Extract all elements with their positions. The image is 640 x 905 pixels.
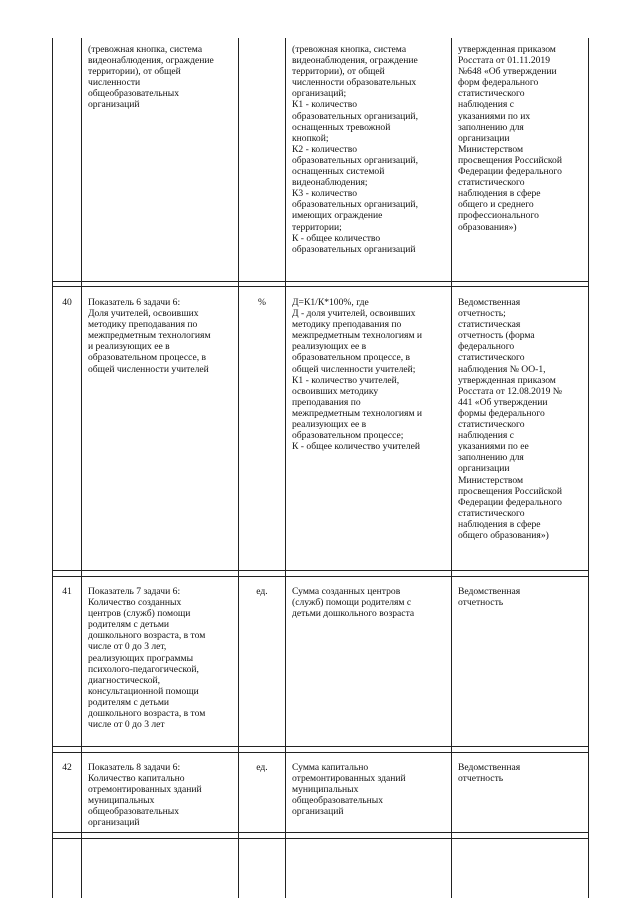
cell-number-40: 40 xyxy=(62,297,72,308)
row-border-3 xyxy=(52,570,588,571)
cell-source-40: Ведомственная отчетность; статистическая отчетность (форма федерального статистического наблюдения № ОО-1, утвержденная приказом Росстата от 12.08.2019 № 441 «Об утверждении формы федерального статистического наблюдения с указаниями по ее заполнению для организации Министерством просвещения Российской Федерации федерального статистического наблюдения в сфере общего образования») xyxy=(458,297,562,541)
row-border-7 xyxy=(52,832,588,833)
cell-source-continued: утвержденная приказом Росстата от 01.11.2019 №648 «Об утверждении форм федерального статистического наблюдения с указаниями по их заполнению для организации Министерством просвещения Российской Федерации федерального статистического наблюдения в сфере общего и среднего профессионального образования») xyxy=(458,44,562,233)
cell-unit-41: ед. xyxy=(256,586,268,597)
cell-method-42: Сумма капитально отремонтированных зданий муниципальных общеобразовательных организаций xyxy=(292,762,406,818)
row-border-6 xyxy=(52,752,588,753)
table-border-right xyxy=(588,38,589,898)
row-border-4 xyxy=(52,576,588,577)
cell-number-42: 42 xyxy=(62,762,72,773)
row-border-2 xyxy=(52,286,588,287)
row-border-5 xyxy=(52,746,588,747)
cell-indicator-continued: (тревожная кнопка, система видеонаблюдения, ограждение территории), от общей численности общеобразовательных организаций xyxy=(88,44,214,111)
cell-indicator-41: Показатель 7 задачи 6: Количество созданных центров (служб) помощи родителям с детьми дошкольного возраста, в том числе от 0 до 3 лет, реализующих программы психолого-педагогической, диагностической, консультационной помощи родителям с детьми дошкольного возраста, в том числе от 0 до 3 лет xyxy=(88,586,206,731)
row-border-1 xyxy=(52,281,588,282)
cell-method-41: Сумма созданных центров (служб) помощи родителям с детьми дошкольного возраста xyxy=(292,586,415,620)
row-border-8 xyxy=(52,838,588,839)
column-divider-1 xyxy=(81,38,82,898)
cell-method-continued: (тревожная кнопка, система видеонаблюдения, ограждение территории), от общей численности образовательных организаций; К1 - количество образовательных организаций, оснащенных тревожной кнопкой; К2 - количество образовательных организаций, оснащенных системой видеонаблюдения; К3 - количество образовательных организаций, имеющих ограждение территории; К - общее количество образовательных организаций xyxy=(292,44,418,255)
cell-indicator-42: Показатель 8 задачи 6: Количество капитально отремонтированных зданий муниципальных общеобразовательных организаций xyxy=(88,762,202,829)
column-divider-3 xyxy=(285,38,286,898)
column-divider-4 xyxy=(451,38,452,898)
cell-indicator-40: Показатель 6 задачи 6: Доля учителей, освоивших методику преподавания по межпредметным технологиям и реализующих ее в образовательном процессе, в общей численности учителей xyxy=(88,297,211,375)
cell-source-42: Ведомственная отчетность xyxy=(458,762,521,785)
cell-number-41: 41 xyxy=(62,586,72,597)
cell-unit-40: % xyxy=(258,297,266,308)
cell-source-41: Ведомственная отчетность xyxy=(458,586,521,609)
cell-unit-42: ед. xyxy=(256,762,268,773)
cell-method-40: Д=К1/К*100%, где Д - доля учителей, освоивших методику преподавания по межпредметным технологиям и реализующих ее в образовательном процессе, в общей численности учителей; К1 - количество учителей, освоивших методику преподавания по межпредметным технологиям и реализующих ее в образовательном процессе; К - общее количество учителей xyxy=(292,297,423,453)
